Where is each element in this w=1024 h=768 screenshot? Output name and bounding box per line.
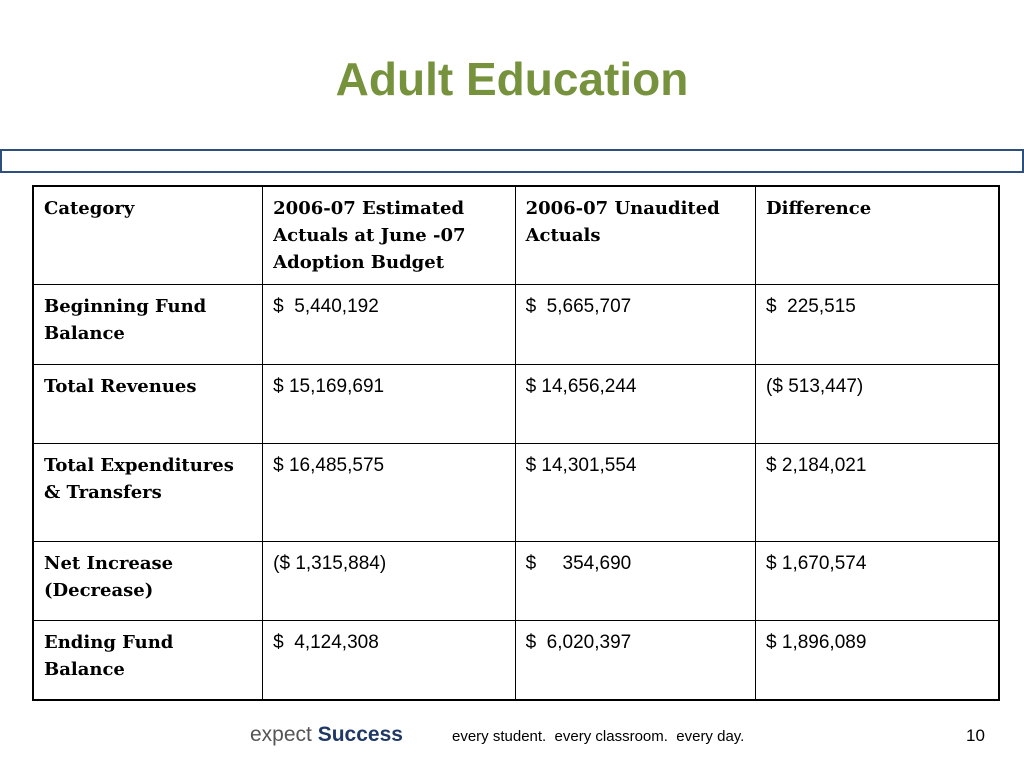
cell-unaudited: $ 14,656,244 — [515, 364, 755, 443]
table-header-row — [33, 186, 999, 284]
logo-prefix: expect — [250, 723, 318, 746]
budget-table — [32, 185, 1000, 701]
table-row — [33, 620, 999, 700]
cell-estimated: $ 15,169,691 — [263, 364, 515, 443]
table-row — [33, 541, 999, 620]
cell-difference: $ 225,515 — [756, 284, 999, 364]
cell-unaudited: $ 354,690 — [515, 541, 755, 620]
row-label: Beginning Fund Balance — [33, 284, 263, 364]
slide-title: Adult Education — [335, 53, 689, 105]
cell-estimated: $ 5,440,192 — [263, 284, 515, 364]
cell-unaudited: $ 5,665,707 — [515, 284, 755, 364]
cell-unaudited: $ 14,301,554 — [515, 443, 755, 541]
cell-difference: ($ 513,447) — [756, 364, 999, 443]
table-row — [33, 364, 999, 443]
page-number: 10 — [966, 726, 985, 745]
header-difference: Difference — [756, 186, 999, 284]
cell-unaudited: $ 6,020,397 — [515, 620, 755, 700]
logo-strong: Success — [317, 723, 403, 746]
cell-estimated: $ 4,124,308 — [263, 620, 515, 700]
footer-tagline: every student. every classroom. every day. — [452, 728, 745, 745]
header-estimated-actuals: 2006-07 Estimated Actuals at June -07 Adoption Budget — [263, 186, 515, 284]
cell-difference: $ 1,670,574 — [756, 541, 999, 620]
row-label: Total Revenues — [33, 364, 263, 443]
row-label: Ending Fund Balance — [33, 620, 263, 700]
cell-difference: $ 2,184,021 — [756, 443, 999, 541]
cell-difference: $ 1,896,089 — [756, 620, 999, 700]
row-label: Total Expenditures & Transfers — [33, 443, 263, 541]
row-label: Net Increase (Decrease) — [33, 541, 263, 620]
cell-estimated: ($ 1,315,884) — [263, 541, 515, 620]
title-divider-bar — [0, 149, 1024, 173]
header-unaudited-actuals: 2006-07 Unaudited Actuals — [515, 186, 755, 284]
header-category: Category — [33, 186, 263, 284]
expect-success-logo — [250, 723, 403, 747]
cell-estimated: $ 16,485,575 — [263, 443, 515, 541]
table-row — [33, 284, 999, 364]
table-row — [33, 443, 999, 541]
